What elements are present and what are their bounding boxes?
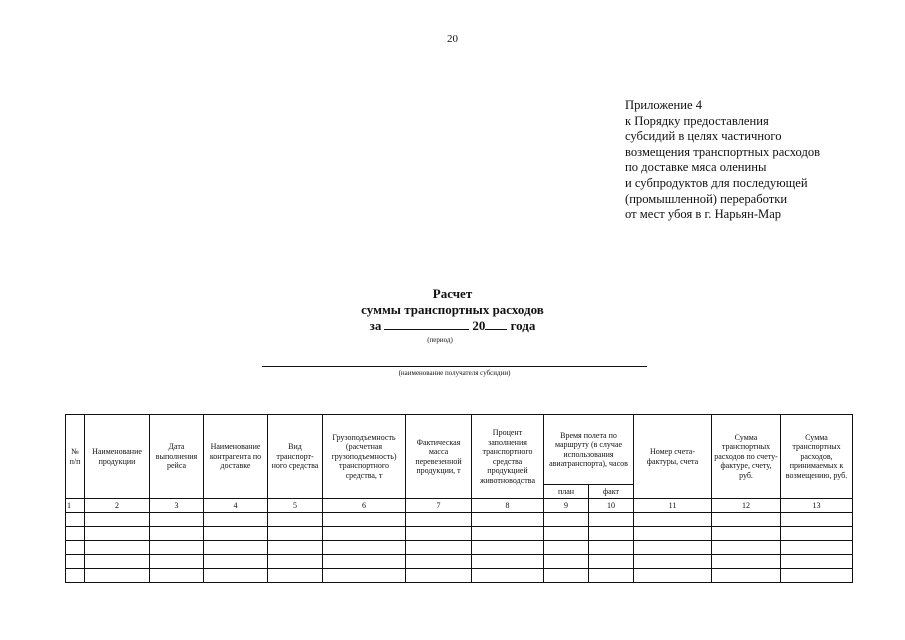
table-cell — [589, 541, 634, 555]
table-cell — [323, 569, 406, 583]
table-cell — [712, 541, 781, 555]
table-cell — [781, 527, 853, 541]
recipient-note: (наименование получателя субсидии) — [398, 369, 511, 377]
appendix-line: субсидий в целях частичного — [625, 129, 782, 144]
table-cell — [712, 569, 781, 583]
period-note: (период) — [427, 336, 453, 344]
expenses-table — [65, 414, 853, 583]
column-number: 3 — [150, 499, 204, 513]
table-cell — [204, 569, 268, 583]
table-row — [66, 541, 853, 555]
table-cell — [66, 555, 85, 569]
table-cell — [150, 569, 204, 583]
appendix-line: от мест убоя в г. Нарьян-Мар — [625, 207, 782, 222]
table-cell — [634, 541, 712, 555]
appendix-line: Приложение 4 — [625, 98, 703, 112]
table-cell — [150, 555, 204, 569]
table-cell — [712, 555, 781, 569]
header-cell: Сумма транспортных расходов по счету-фактуре, счету, руб. — [712, 415, 781, 499]
table-row — [66, 527, 853, 541]
table-cell — [472, 569, 544, 583]
table-cell — [85, 541, 150, 555]
appendix-line: возмещения транспортных расходов — [625, 144, 821, 159]
table-cell — [544, 541, 589, 555]
table-cell — [544, 569, 589, 583]
table-cell — [781, 541, 853, 555]
table-cell — [589, 513, 634, 527]
table-cell — [323, 555, 406, 569]
page-number: 20 — [447, 33, 458, 45]
table-cell — [85, 527, 150, 541]
document-title — [0, 286, 905, 334]
year-blank — [485, 318, 507, 330]
header-cell: Время полета по маршруту (в случае использования авиатранспорта), часов — [544, 415, 634, 485]
table-cell — [781, 555, 853, 569]
header-cell: № п/п — [66, 415, 85, 499]
column-number: 9 — [544, 499, 589, 513]
table-cell — [85, 555, 150, 569]
appendix-line: и субпродуктов для последующей — [625, 175, 808, 190]
column-number-row — [66, 499, 853, 513]
table-cell — [66, 527, 85, 541]
table-cell — [406, 513, 472, 527]
header-cell: Дата выполнения рейса — [150, 415, 204, 499]
table-cell — [406, 555, 472, 569]
table-cell — [268, 569, 323, 583]
column-number: 7 — [406, 499, 472, 513]
header-cell: Процент заполнения транспортного средства продукцией животноводства — [472, 415, 544, 499]
table-cell — [66, 541, 85, 555]
table-cell — [634, 513, 712, 527]
column-number: 1 — [66, 499, 85, 513]
table-row — [66, 555, 853, 569]
table-cell — [85, 569, 150, 583]
header-cell: Грузоподъемность (расчетная грузоподъемность) транспортного средства, т — [323, 415, 406, 499]
column-number: 12 — [712, 499, 781, 513]
title-line-1: Расчет — [432, 286, 473, 301]
table-cell — [781, 513, 853, 527]
table-cell — [544, 513, 589, 527]
table-cell — [712, 513, 781, 527]
table-cell — [472, 555, 544, 569]
table-cell — [589, 555, 634, 569]
year-suffix: года — [510, 318, 536, 333]
table-cell — [472, 513, 544, 527]
table-cell — [204, 555, 268, 569]
appendix-line: к Порядку предоставления — [625, 113, 769, 128]
header-cell: Наименование продукции — [85, 415, 150, 499]
table-cell — [589, 569, 634, 583]
table-cell — [406, 527, 472, 541]
table-cell — [323, 527, 406, 541]
subheader-cell: факт — [589, 485, 634, 499]
table-cell — [406, 569, 472, 583]
table-cell — [268, 513, 323, 527]
table-cell — [712, 527, 781, 541]
table-cell — [634, 527, 712, 541]
table-cell — [472, 541, 544, 555]
table-cell — [634, 555, 712, 569]
period-line — [0, 318, 905, 334]
table-cell — [204, 527, 268, 541]
column-number: 11 — [634, 499, 712, 513]
table-cell — [589, 527, 634, 541]
header-cell: Фактическая масса перевезенной продукции, т — [406, 415, 472, 499]
table-cell — [268, 527, 323, 541]
table-cell — [323, 541, 406, 555]
table-cell — [634, 569, 712, 583]
column-number: 13 — [781, 499, 853, 513]
title-line-2: суммы транспортных расходов — [361, 302, 544, 317]
column-number: 8 — [472, 499, 544, 513]
table-cell — [781, 569, 853, 583]
column-number: 10 — [589, 499, 634, 513]
table-cell — [85, 513, 150, 527]
appendix-line: по доставке мяса оленины — [625, 160, 767, 175]
table-cell — [472, 527, 544, 541]
header-cell: Вид транспорт-ного средства — [268, 415, 323, 499]
table-cell — [150, 527, 204, 541]
header-cell: Сумма транспортных расходов, принимаемых к возмещению, руб. — [781, 415, 853, 499]
column-number: 2 — [85, 499, 150, 513]
table-cell — [268, 555, 323, 569]
year-prefix: 20 — [472, 318, 486, 333]
table-cell — [66, 513, 85, 527]
table-cell — [204, 513, 268, 527]
table-cell — [66, 569, 85, 583]
column-number: 5 — [268, 499, 323, 513]
column-number: 4 — [204, 499, 268, 513]
header-cell: Номер счета-фактуры, счета — [634, 415, 712, 499]
table-cell — [150, 513, 204, 527]
table-cell — [323, 513, 406, 527]
period-blank — [384, 318, 469, 330]
column-number: 6 — [323, 499, 406, 513]
header-cell: Наименование контрагента по доставке — [204, 415, 268, 499]
table-cell — [268, 541, 323, 555]
table-cell — [544, 527, 589, 541]
period-za: за — [369, 318, 382, 333]
table-cell — [204, 541, 268, 555]
table-cell — [150, 541, 204, 555]
table-body — [66, 499, 853, 583]
table-cell — [406, 541, 472, 555]
appendix-line: (промышленной) переработки — [625, 191, 788, 206]
appendix-reference — [625, 98, 895, 223]
table-cell — [544, 555, 589, 569]
table-row — [66, 569, 853, 583]
table-row — [66, 513, 853, 527]
recipient-line — [262, 366, 647, 367]
subheader-cell: план — [544, 485, 589, 499]
